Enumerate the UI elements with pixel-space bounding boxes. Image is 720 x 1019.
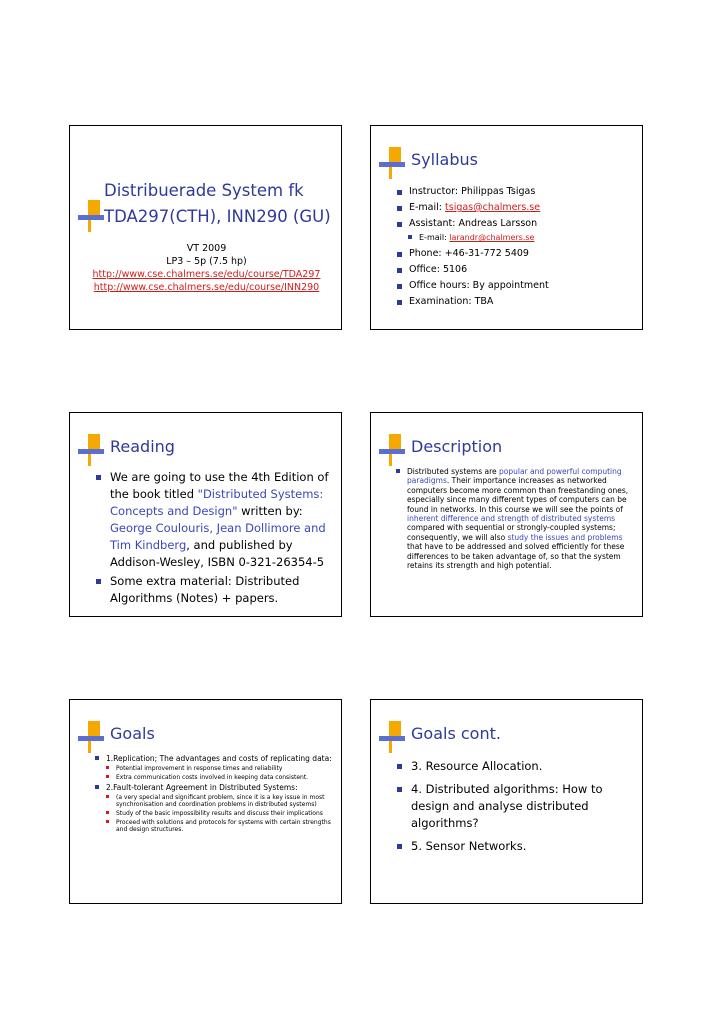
list-item: Phone: +46-31-772 5409 bbox=[395, 248, 634, 260]
course-subtitle bbox=[70, 242, 342, 294]
slide-reading bbox=[69, 412, 342, 617]
description-list bbox=[395, 467, 636, 570]
course-title-line2: TDA297(CTH), INN290 (GU) bbox=[104, 207, 331, 226]
list-item: 4. Distributed algorithms: How to design and analyse distributed algorithms? bbox=[395, 781, 634, 832]
list-item: Distributed systems are popular and powerful computing paradigms. Their importance increases as networked computers become more common than freestanding ones, especially since many different types of computers can be found in networks. In this course we will see the points of inherent difference and strength of distributed systems compared with sequential or strongly-coupled systems; consequently, we will also study the issues and problems that have to be addressed and solved efficiently for these differences to be taken advantage of, so that the system retains its strength and high potential. bbox=[395, 467, 636, 570]
period: LP3 – 5p (7.5 hp) bbox=[166, 256, 247, 267]
list-item: 3. Resource Allocation. bbox=[395, 758, 634, 775]
list-item: Potential improvement in response times and reliability bbox=[94, 765, 335, 772]
slide-description bbox=[370, 412, 643, 617]
slide-title: Description bbox=[411, 437, 503, 456]
slide-logo-icon bbox=[78, 721, 108, 753]
list-item: Some extra material: Distributed Algorithms (Notes) + papers. bbox=[94, 573, 333, 607]
slide-goals bbox=[69, 699, 342, 904]
reading-list bbox=[94, 469, 333, 609]
list-item: 5. Sensor Networks. bbox=[395, 838, 634, 855]
slide-course-title bbox=[69, 125, 342, 330]
slide-logo-icon bbox=[379, 434, 409, 466]
list-item: Extra communication costs involved in keeping data consistent. bbox=[94, 774, 335, 781]
slide-title: Goals bbox=[110, 724, 155, 743]
slide-syllabus bbox=[370, 125, 643, 330]
course-link-tda297[interactable]: http://www.cse.chalmers.se/edu/course/TDA297 bbox=[92, 269, 321, 280]
instructor-email-link[interactable]: tsigas@chalmers.se bbox=[445, 202, 541, 213]
slide-logo-icon bbox=[78, 434, 108, 466]
list-item: Proceed with solutions and protocols for systems with certain strengths and design structures. bbox=[94, 819, 335, 833]
list-item: (a very special and significant problem, since it is a key issue in most synchronisation and coordination problems in distributed systems) bbox=[94, 794, 335, 808]
goals-list bbox=[94, 754, 335, 835]
list-item: Office hours: By appointment bbox=[395, 280, 634, 292]
assistant-email-link[interactable]: larandr@chalmers.se bbox=[449, 233, 535, 242]
list-item: Study of the basic impossibility results and discuss their implications bbox=[94, 810, 335, 817]
slide-title: Reading bbox=[110, 437, 175, 456]
list-item: Examination: TBA bbox=[395, 296, 634, 308]
list-item: E-mail: tsigas@chalmers.se bbox=[395, 202, 634, 214]
slide-title: Syllabus bbox=[411, 150, 478, 169]
slide-logo-icon bbox=[379, 721, 409, 753]
syllabus-list bbox=[395, 186, 634, 312]
course-link-inn290[interactable]: http://www.cse.chalmers.se/edu/course/INN290 bbox=[93, 282, 320, 293]
list-item: Assistant: Andreas Larsson bbox=[395, 218, 634, 230]
course-title-line1: Distribuerade System fk bbox=[104, 181, 304, 200]
list-item: We are going to use the 4th Edition of the book titled "Distributed Systems: Concepts and Design" written by: George Coulouris, Jean Dollimore and Tim Kindberg, and published by Addison-Wesley, ISBN 0-321-26354-5 bbox=[94, 469, 333, 571]
list-item: 2.Fault-tolerant Agreement in Distributed Systems: bbox=[94, 783, 335, 792]
semester: VT 2009 bbox=[186, 243, 227, 254]
slide-title: Goals cont. bbox=[411, 724, 501, 743]
slide-logo-icon bbox=[379, 147, 409, 179]
course-title bbox=[104, 178, 331, 230]
list-item: Office: 5106 bbox=[395, 264, 634, 276]
slide-goals-cont bbox=[370, 699, 643, 904]
list-item: E-mail: larandr@chalmers.se bbox=[395, 232, 634, 244]
list-item: 1.Replication; The advantages and costs of replicating data: bbox=[94, 754, 335, 763]
goals-cont-list bbox=[395, 758, 634, 861]
list-item: Instructor: Philippas Tsigas bbox=[395, 186, 634, 198]
